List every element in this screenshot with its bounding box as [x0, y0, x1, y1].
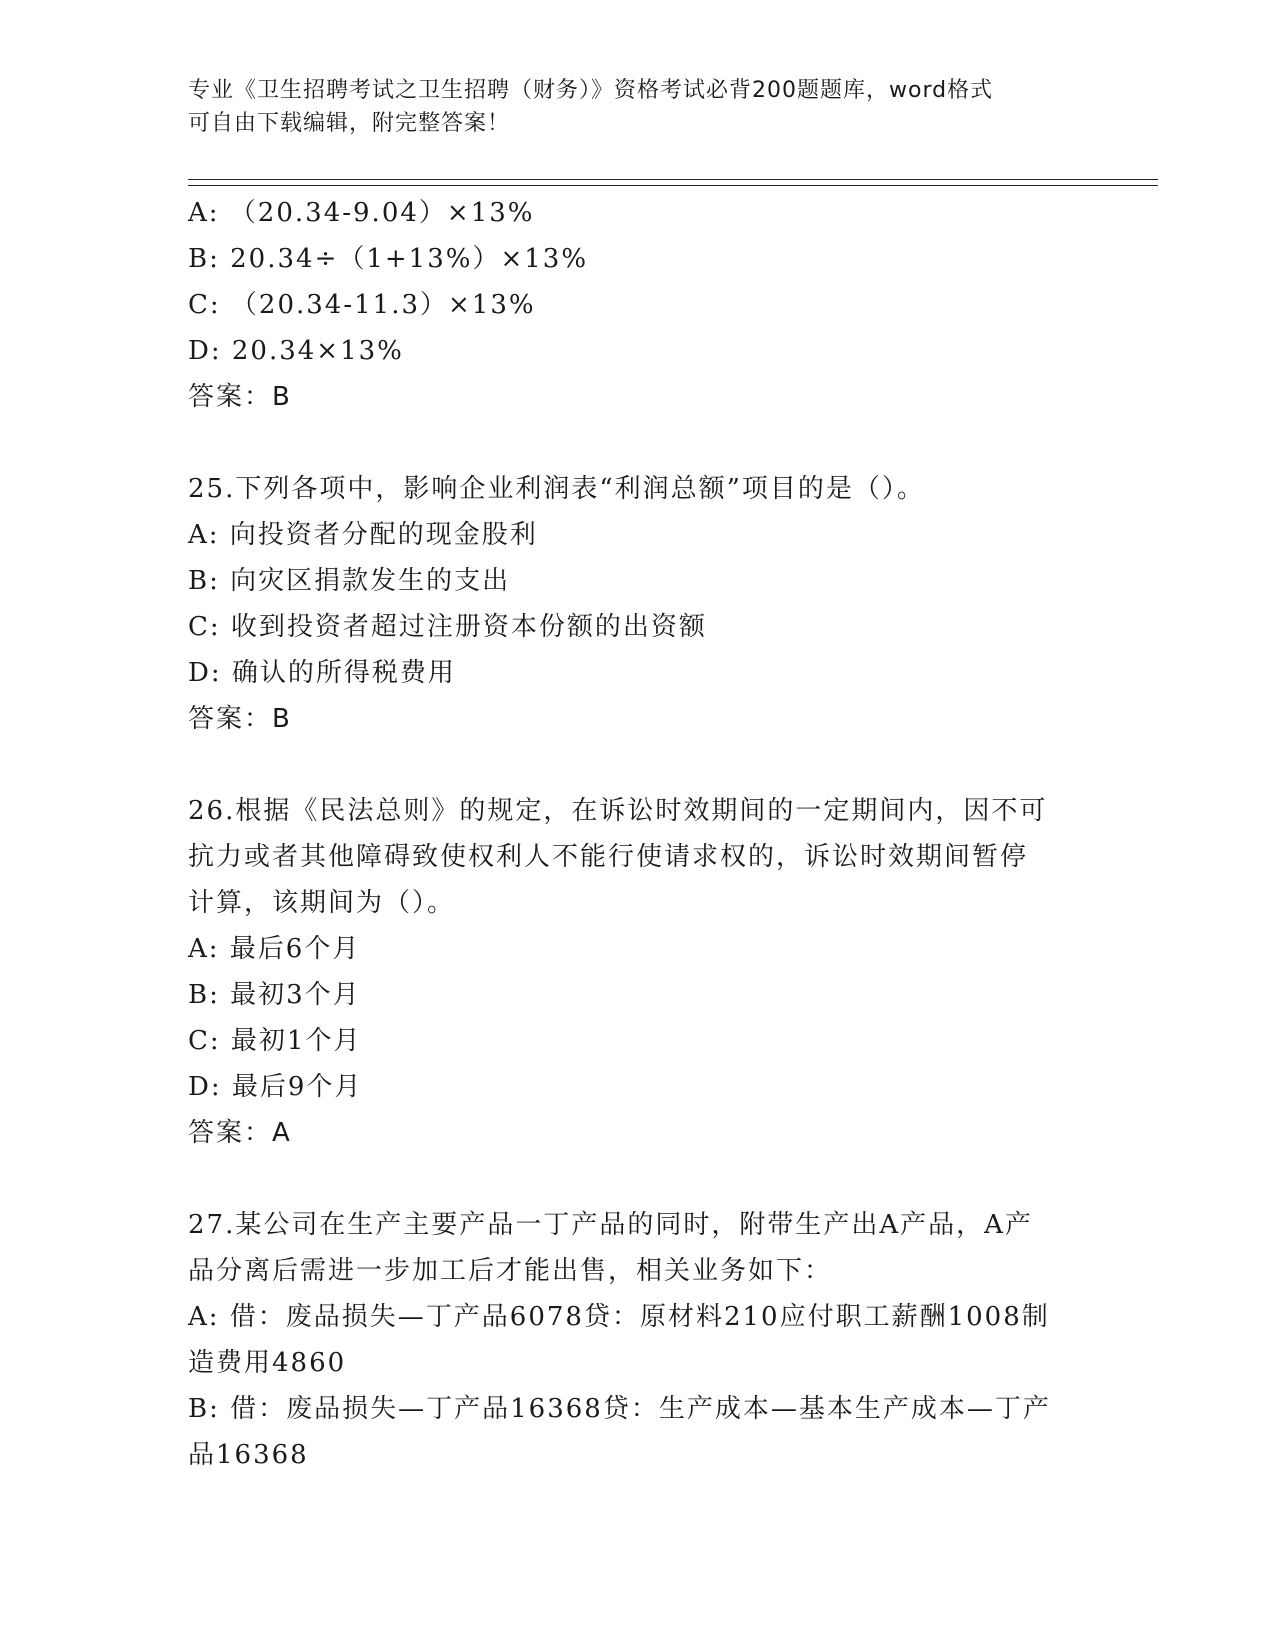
- option-a: A: 向投资者分配的现金股利: [188, 520, 538, 550]
- option-b: B: 最初3个月: [188, 980, 361, 1010]
- option-c: C: 最初1个月: [188, 1026, 362, 1056]
- question-text: 26.根据《民法总则》的规定，在诉讼时效期间的一定期间内，因不可: [188, 796, 1048, 826]
- option-d: D: 20.34×13%: [188, 336, 404, 366]
- option-d: D: 最后9个月: [188, 1072, 363, 1102]
- option-b: B: 20.34÷（1+13%）×13%: [188, 244, 589, 274]
- option-b-continued: 品16368: [188, 1440, 309, 1470]
- question-text: 抗力或者其他障碍致使权利人不能行使请求权的，诉讼时效期间暂停: [188, 842, 1029, 872]
- option-b: B: 向灾区捐款发生的支出: [188, 566, 511, 596]
- answer: 答案：B: [188, 382, 292, 412]
- question-text: 计算，该期间为（）。: [188, 888, 456, 918]
- spacer: [188, 420, 1088, 466]
- question-24-continued: [188, 190, 1088, 420]
- spacer: [188, 1156, 1088, 1202]
- option-d: D: 确认的所得税费用: [188, 658, 456, 688]
- answer: 答案：B: [188, 704, 292, 734]
- spacer: [188, 742, 1088, 788]
- question-25: [188, 466, 1088, 742]
- question-text: 27.某公司在生产主要产品一丁产品的同时，附带生产出A产品，A产: [188, 1210, 1033, 1240]
- option-a: A: 最后6个月: [188, 934, 361, 964]
- question-text: 25.下列各项中，影响企业利润表“利润总额”项目的是（）。: [188, 474, 925, 504]
- document-body: [188, 190, 1088, 1478]
- option-a: A: （20.34-9.04）×13%: [188, 198, 535, 228]
- option-a-continued: 造费用4860: [188, 1348, 347, 1378]
- document-header: [188, 74, 1068, 140]
- header-line-2: 可自由下载编辑，附完整答案！: [188, 111, 511, 136]
- option-a: A: 借：废品损失—丁产品6078贷：原材料210应付职工薪酬1008制: [188, 1302, 1050, 1332]
- answer: 答案：A: [188, 1118, 292, 1148]
- option-b: B: 借：废品损失—丁产品16368贷：生产成本—基本生产成本—丁产: [188, 1394, 1051, 1424]
- option-c: C: （20.34-11.3）×13%: [188, 290, 536, 320]
- option-c: C: 收到投资者超过注册资本份额的出资额: [188, 612, 707, 642]
- header-rule-bottom: [188, 185, 1158, 186]
- question-27: [188, 1202, 1088, 1478]
- question-text: 品分离后需进一步加工后才能出售，相关业务如下：: [188, 1256, 833, 1286]
- header-line-1: 专业《卫生招聘考试之卫生招聘（财务）》资格考试必背200题题库，word格式: [188, 78, 994, 103]
- header-rule-top: [188, 179, 1158, 180]
- question-26: [188, 788, 1088, 1156]
